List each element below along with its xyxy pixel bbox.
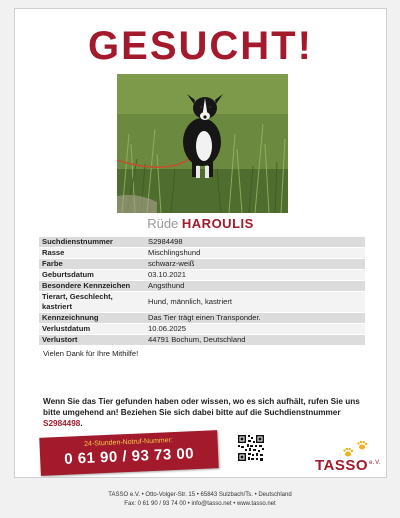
qr-code-icon: [237, 434, 265, 462]
appeal-body: Wenn Sie das Tier gefunden haben oder wissen, wo es sich aufhält, rufen Sie uns bitte umgehend an! Beziehen Sie sich dabei bitte auf die Suchdienstnummer: [43, 397, 360, 417]
detail-label: Tierart, Geschlecht, kastriert: [39, 292, 145, 313]
headline: GESUCHT!: [88, 24, 313, 68]
detail-value: Hund, männlich, kastriert: [145, 292, 365, 313]
table-row: [39, 292, 365, 313]
detail-value: Mischlingshund: [145, 248, 365, 259]
footer-contact: Fax: 0 61 90 / 93 74 00 • info@tasso.net • www.tasso.net: [124, 501, 276, 507]
detail-value: 10.06.2025: [145, 324, 365, 335]
table-row: [39, 313, 365, 324]
detail-value: 44791 Bochum, Deutschland: [145, 335, 365, 346]
tasso-logo: [315, 457, 381, 474]
table-row: [39, 259, 365, 270]
detail-value: Das Tier trägt einen Transponder.: [145, 313, 365, 324]
pet-name: HAROULIS: [181, 216, 254, 231]
table-row: [39, 248, 365, 259]
detail-value: 03.10.2021: [145, 270, 365, 281]
appeal-end: .: [80, 419, 83, 428]
detail-label: Suchdienstnummer: [39, 237, 145, 248]
detail-label: Farbe: [39, 259, 145, 270]
detail-value: Angsthund: [145, 281, 365, 292]
table-row: [39, 270, 365, 281]
hotline-number[interactable]: 0 61 90 / 93 73 00: [63, 445, 195, 468]
table-row: [39, 281, 365, 292]
appeal-text: [43, 396, 373, 429]
missing-pet-poster: [14, 8, 387, 478]
detail-label: Verlustort: [39, 335, 145, 346]
detail-label: Rasse: [39, 248, 145, 259]
detail-label: Verlustdatum: [39, 324, 145, 335]
pet-sex: Rüde: [147, 216, 179, 231]
footer: [0, 491, 400, 509]
table-row: [39, 324, 365, 335]
brand-suffix: e.V.: [369, 460, 382, 466]
dog-photo: [117, 74, 288, 213]
table-row: [39, 335, 365, 346]
pet-name-line: [15, 216, 386, 232]
detail-value: S2984498: [145, 237, 365, 248]
detail-label: Geburtsdatum: [39, 270, 145, 281]
detail-value: schwarz-weiß: [145, 259, 365, 270]
footer-address: TASSO e.V. • Otto-Volger-Str. 15 • 65843 Sulzbach/Ts. • Deutschland: [108, 492, 292, 498]
appeal-reference-number: S2984498: [43, 419, 81, 428]
dog-in-grass-photo: [117, 74, 288, 213]
pet-details-table: [39, 237, 365, 346]
hotline-label: 24-Stunden-Notruf-Nummer:: [84, 437, 173, 448]
hotline-banner: [39, 430, 218, 476]
thanks-text: Vielen Dank für Ihre Mithilfe!: [43, 349, 139, 358]
detail-label: Besondere Kennzeichen: [39, 281, 145, 292]
table-row: [39, 237, 365, 248]
brand-name: TASSO: [315, 457, 369, 474]
detail-label: Kennzeichnung: [39, 313, 145, 324]
